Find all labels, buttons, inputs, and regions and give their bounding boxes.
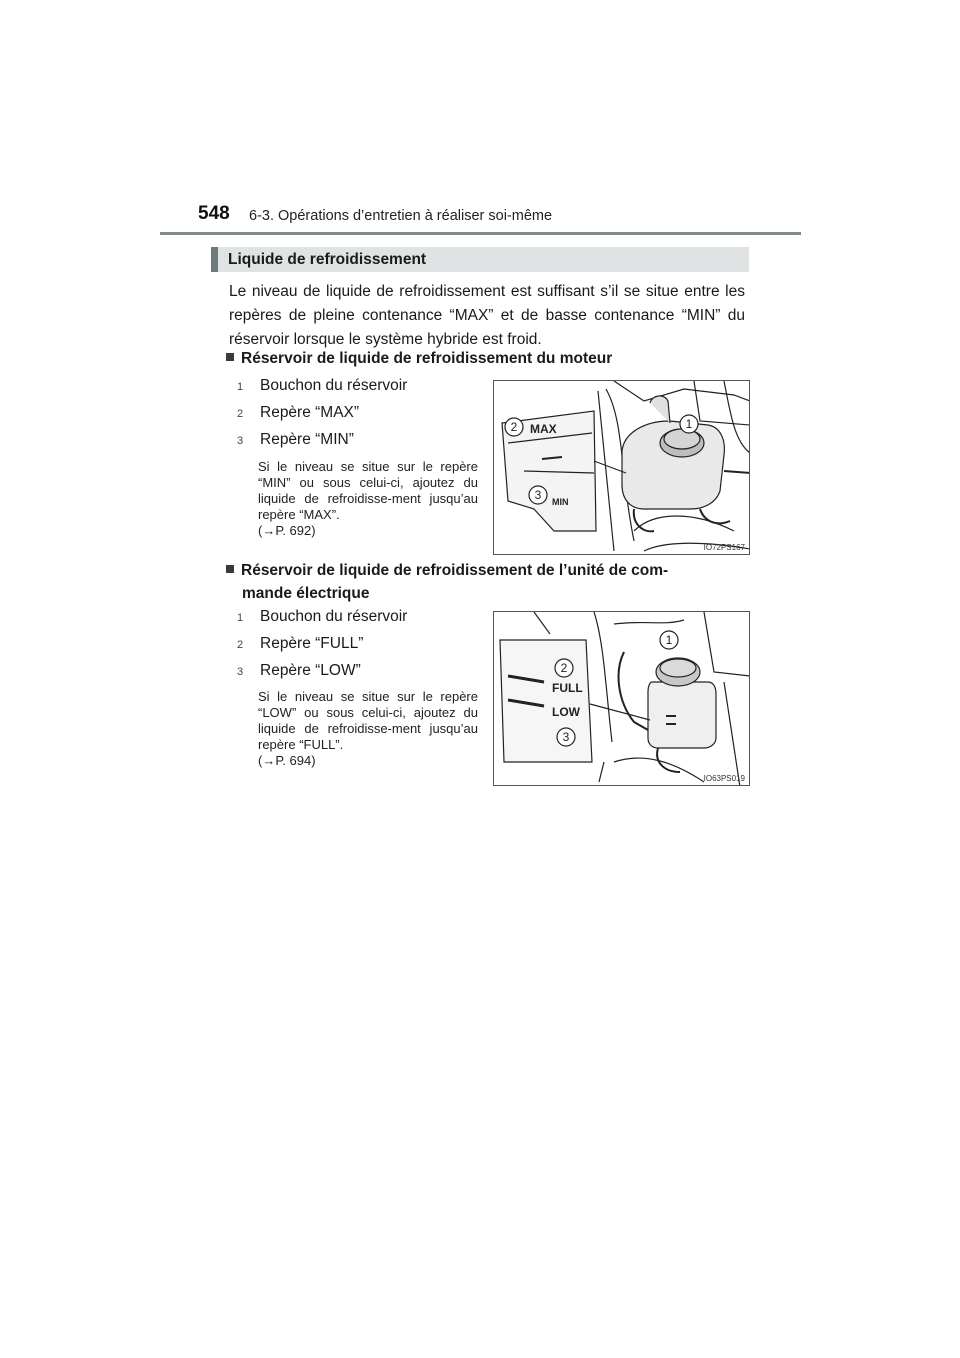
item-label: Repère “LOW”: [260, 662, 361, 679]
page-number: 548: [198, 203, 230, 224]
item-number: 2: [236, 408, 244, 420]
pcu-reservoir-note: [258, 689, 478, 769]
header-rule: [160, 232, 801, 235]
engine-reservoir-note: [258, 459, 478, 539]
item-label: Bouchon du réservoir: [260, 377, 408, 394]
bullet-square-icon: [226, 565, 234, 573]
callout-2-number: 2: [560, 661, 568, 675]
engine-reservoir-heading: [226, 347, 746, 370]
mark-max-label: MAX: [530, 422, 557, 436]
item-number: 3: [236, 435, 244, 447]
section-heading-text: Liquide de refroidissement: [228, 251, 427, 268]
mark-full-label: FULL: [552, 681, 583, 695]
item-label: Bouchon du réservoir: [260, 608, 408, 625]
pcu-reservoir-heading-line2: mande électrique: [242, 585, 370, 602]
item-label: Repère “MAX”: [260, 404, 360, 421]
running-header: 6-3. Opérations d’entretien à réaliser soi-même: [249, 208, 553, 224]
figure-code: IO63PS019: [703, 774, 745, 783]
bullet-square-icon: [226, 353, 234, 361]
figure-code: IO72PS167: [703, 543, 745, 552]
callout-1-number: 1: [685, 417, 693, 431]
callout-3-number: 3: [562, 730, 570, 744]
pcu-reservoir-heading-line1: Réservoir de liquide de refroidissement de l’unité de com-: [241, 562, 669, 579]
engine-reservoir-figure: [493, 380, 750, 555]
pcu-reservoir-figure: [493, 611, 750, 786]
item-number: 1: [236, 381, 244, 393]
callout-2-number: 2: [510, 420, 518, 434]
item-number: 1: [236, 612, 244, 624]
item-number: 2: [236, 639, 244, 651]
callout-1-number: 1: [665, 633, 673, 647]
section-heading: [211, 247, 749, 272]
mark-min-label: MIN: [552, 497, 569, 507]
intro-paragraph: Le niveau de liquide de refroidissement est suffisant s’il se situe entre les repères de pleine contenance “MAX” et de basse contenance “MIN” du réservoir lorsque le système hybride est froid.: [229, 283, 745, 348]
engine-reservoir-heading-text: Réservoir de liquide de refroidissement du moteur: [241, 350, 613, 367]
item-number: 3: [236, 666, 244, 678]
note-text: Si le niveau se situe sur le repère “LOW” ou sous celui-ci, ajoutez du liquide de refroidisse-ment jusqu’au repère “FULL”.: [258, 689, 478, 752]
page-reference: (→P. 692): [258, 523, 316, 538]
page-reference: (→P. 694): [258, 753, 316, 768]
item-label: Repère “MIN”: [260, 431, 354, 448]
note-text: Si le niveau se situe sur le repère “MIN” ou sous celui-ci, ajoutez du liquide de refroidisse-ment jusqu’au repère “MAX”.: [258, 459, 478, 522]
mark-low-label: LOW: [552, 705, 580, 719]
item-label: Repère “FULL”: [260, 635, 364, 652]
pcu-reservoir-illustration: [494, 612, 750, 786]
callout-3-number: 3: [534, 488, 542, 502]
engine-reservoir-illustration: [494, 381, 750, 555]
pcu-reservoir-heading: [226, 559, 746, 605]
